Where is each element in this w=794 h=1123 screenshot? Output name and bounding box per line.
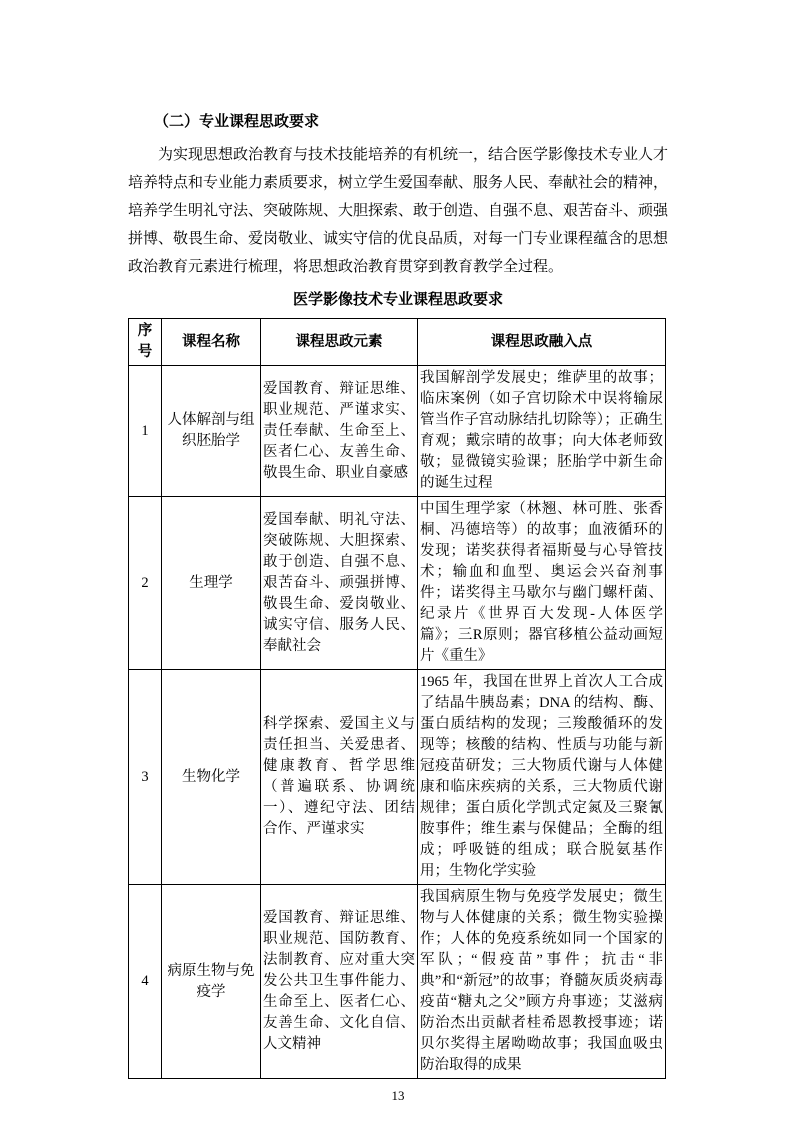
cell-course: 生物化学 [162,670,261,885]
table-title: 医学影像技术专业课程思政要求 [292,292,503,308]
cell-points: 1965 年，我国在世界上首次人工合成了结晶牛胰岛素；DNA 的结构、酶、蛋白质结构的发现；三羧酸循环的发现等；核酸的结构、性质与功能与新冠疫苗研发；三大物质代谢与人体健康和临床疾病的关系，三大物质代谢规律；蛋白质化学凯式定氮及三聚氰胺事件；维生素与保健品；全酶的组成；呼吸链的组成；联合脱氨基作用；生物化学实验 [418,670,666,885]
cell-elements: 爱国教育、辩证思维、职业规范、国防教育、法制教育、应对重大突发公共卫生事件能力、生命至上、医者仁心、友善生命、文化自信、人文精神 [261,885,418,1079]
cell-elements: 爱国奉献、明礼守法、突破陈规、大胆探索、敢于创造、自强不息、艰苦奋斗、顽强拼博、敬畏生命、爱岗敬业、诚实守信、服务人民、奉献社会 [261,497,418,670]
column-header-points: 课程思政融入点 [418,319,666,366]
cell-no: 2 [129,497,162,670]
cell-points: 中国生理学家（林翘、林可胜、张香桐、冯德培等）的故事；血液循环的发现；诺奖获得者福斯曼与心导管技术；输血和血型、奥运会兴奋剂事件；诺奖得主马歇尔与幽门螺杆菌、纪录片《世界百大发现-人体医学篇》；三R原则；器官移植公益动画短片《重生》 [418,497,666,670]
table-row [129,497,666,670]
cell-elements: 科学探索、爱国主义与责任担当、关爱患者、健康教育、哲学思维（普遍联系、协调统一）、遵纪守法、团结合作、严谨求实 [261,670,418,885]
cell-no: 4 [129,885,162,1079]
column-header-elements: 课程思政元素 [261,319,418,366]
cell-no: 3 [129,670,162,885]
cell-no: 1 [129,366,162,497]
cell-course: 人体解剖与组织胚胎学 [162,366,261,497]
table-row [129,366,666,497]
table-header-row [129,319,666,366]
column-header-course: 课程名称 [162,319,261,366]
column-header-no: 序号 [129,319,162,366]
cell-points: 我国解剖学发展史；维萨里的故事；临床案例（如子宫切除术中误将输尿管当作子宫动脉结扎切除等）；正确生育观；戴宗晴的故事；向大体老师致敬；显微镜实验课；胚胎学中新生命的诞生过程 [418,366,666,497]
cell-course: 生理学 [162,497,261,670]
cell-elements: 爱国教育、辩证思维、职业规范、严谨求实、责任奉献、生命至上、医者仁心、友善生命、敬畏生命、职业自豪感 [261,366,418,497]
cell-points: 我国病原生物与免疫学发展史；微生物与人体健康的关系；微生物实验操作；人体的免疫系统如同一个国家的军队；“假疫苗”事件；抗击“非典”和“新冠”的故事；脊髓灰质炎病毒疫苗“糖丸之父”顾方舟事迹；艾滋病防治杰出贡献者桂希恩教授事迹；诺贝尔奖得主屠呦呦故事；我国血吸虫防治取得的成果 [418,885,666,1079]
intro-paragraph: 为实现思想政治教育与技术技能培养的有机统一，结合医学影像技术专业人才培养特点和专业能力素质要求，树立学生爱国奉献、服务人民、奉献社会的精神，培养学生明礼守法、突破陈规、大胆探索、敢于创造、自强不息、艰苦奋斗、顽强拼博、敬畏生命、爱岗敬业、诚实守信的优良品质，对每一门专业课程蕴含的思想政治教育元素进行梳理，将思想政治教育贯穿到教育教学全过程。 [128,147,669,275]
section-heading: （二）专业课程思政要求 [154,114,320,130]
table-row [129,885,666,1079]
cell-course: 病原生物与免疫学 [162,885,261,1079]
course-ideology-table [128,318,666,1079]
page-number: 13 [391,1088,405,1103]
table-row [129,670,666,885]
